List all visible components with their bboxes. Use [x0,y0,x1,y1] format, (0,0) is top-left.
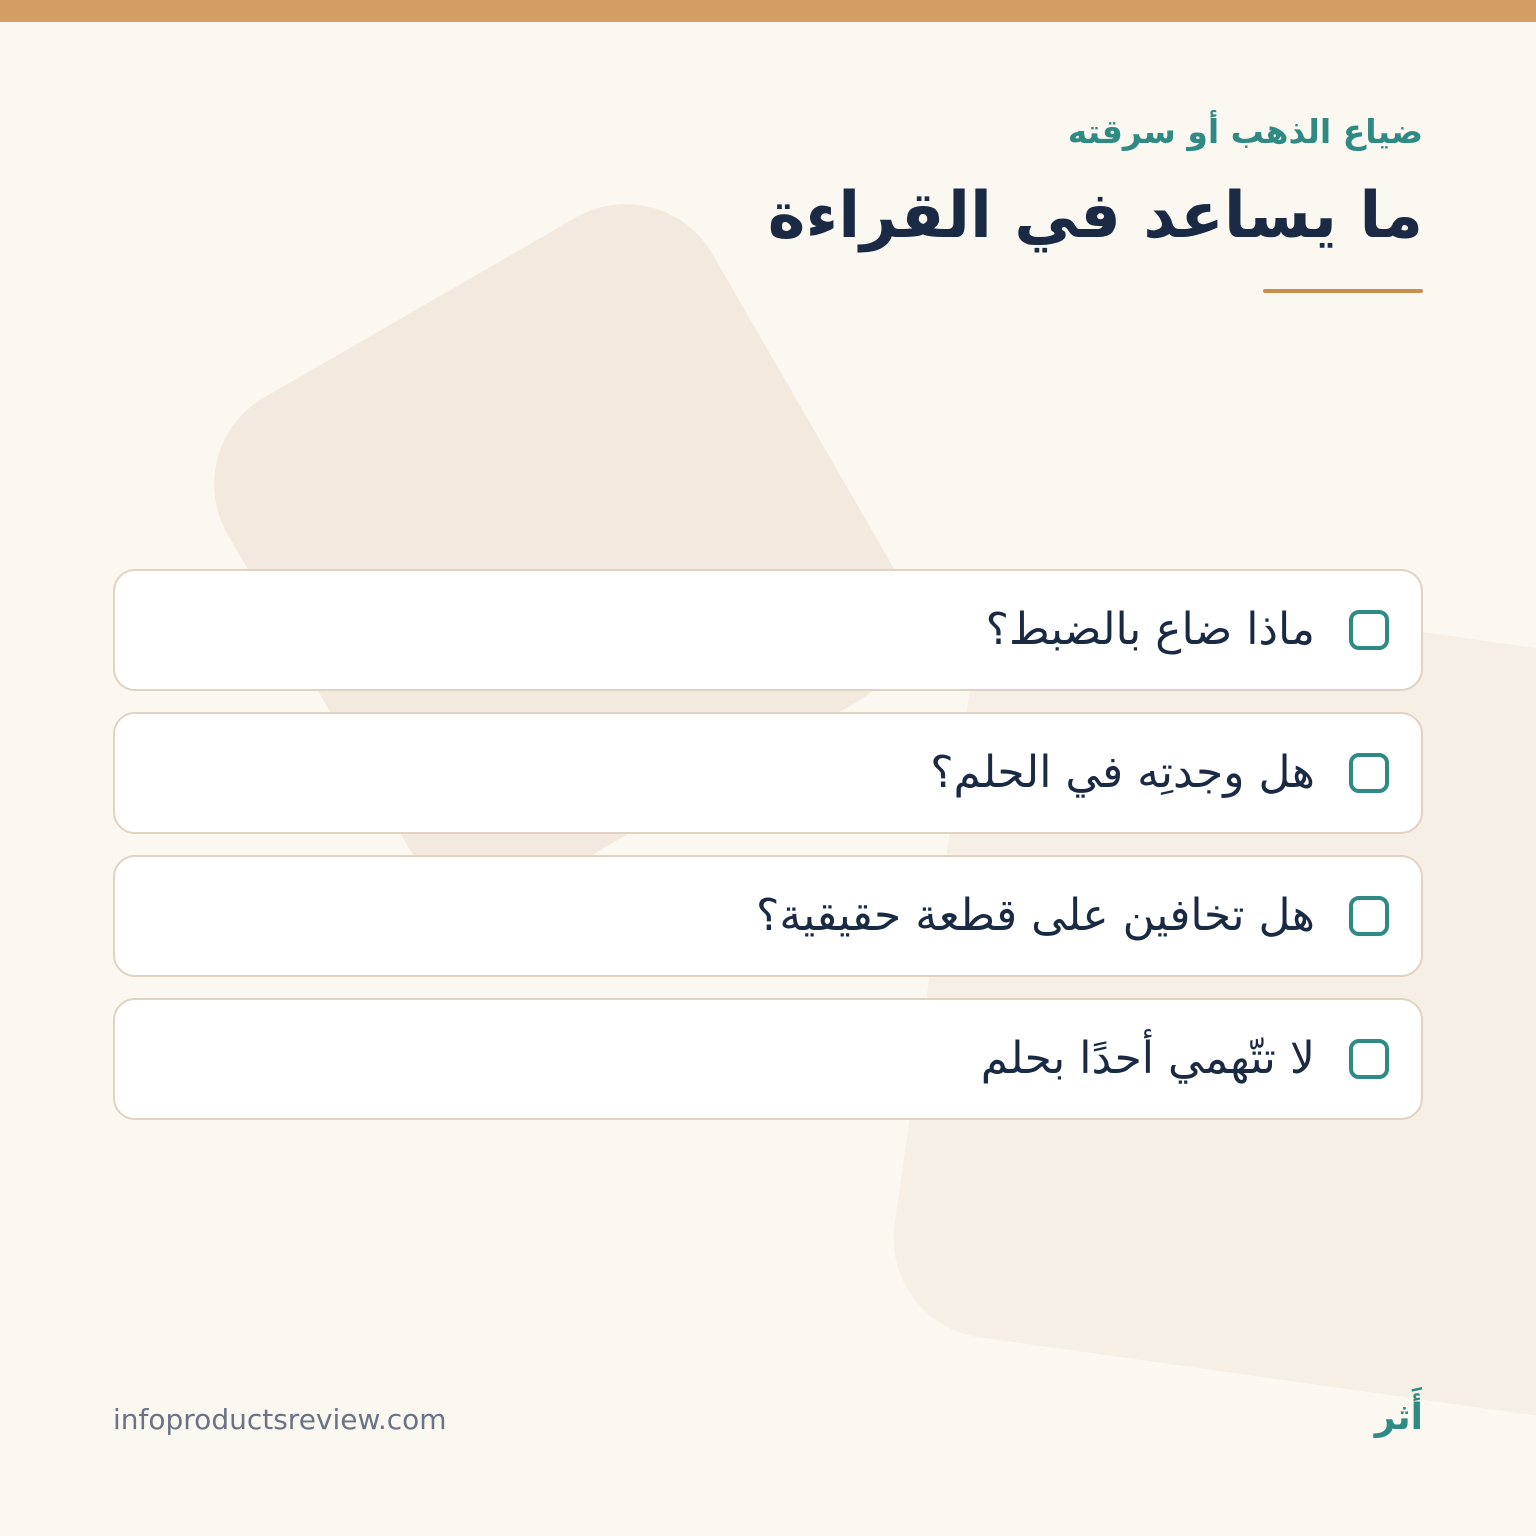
page-title: ما يساعد في القراءة [767,179,1423,253]
checklist-item-2[interactable] [113,712,1423,834]
checklist-item-4[interactable] [113,998,1423,1120]
brand-logo: أَثر [1374,1397,1423,1438]
checklist [113,569,1423,1141]
checklist-item-3[interactable] [113,855,1423,977]
checkbox-icon[interactable] [1349,753,1389,793]
checklist-item-label: هل وجدتِه في الحلم؟ [930,747,1315,798]
checkbox-icon[interactable] [1349,1039,1389,1079]
checkbox-icon[interactable] [1349,896,1389,936]
checklist-item-label: ماذا ضاع بالضبط؟ [985,604,1315,655]
checklist-item-label: هل تخافين على قطعة حقيقية؟ [756,890,1315,941]
checklist-item-label: لا تتّهمي أحدًا بحلم [980,1033,1315,1084]
checkbox-icon[interactable] [1349,610,1389,650]
checklist-item-1[interactable] [113,569,1423,691]
page-subtitle: ضياع الذهب أو سرقته [1067,112,1423,151]
top-accent-bar [0,0,1536,22]
footer-url: infoproductsreview.com [113,1403,447,1436]
header [523,110,1423,254]
title-underline [1263,289,1423,293]
